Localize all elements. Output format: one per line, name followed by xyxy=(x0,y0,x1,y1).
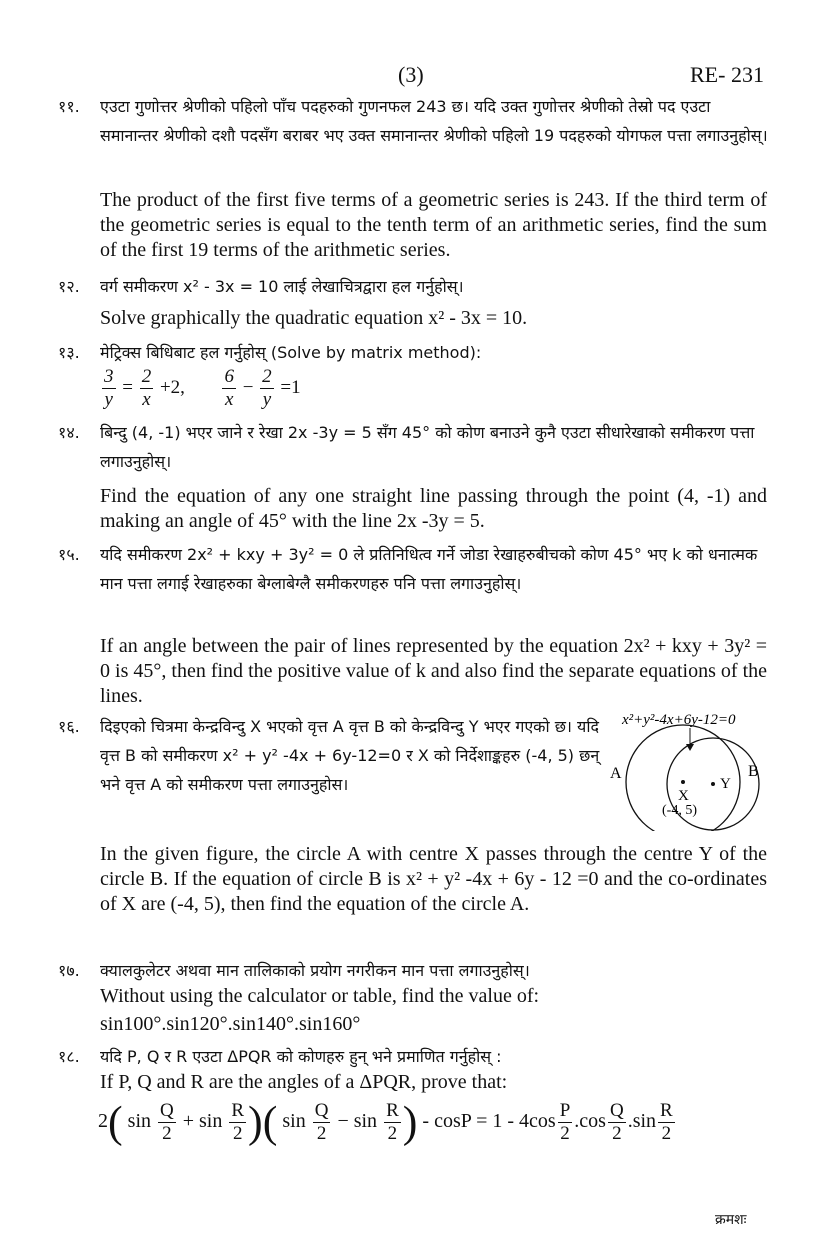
question-15-english: If an angle between the pair of lines represented by the equation 2x² + kxy + 3y² = 0 is 45°, then find the positive value of k and also find the separate equations of the lines. xyxy=(100,635,767,707)
fraction: $\frac{Q}{2}$ xyxy=(314,1100,329,1144)
trig-identity: 2( sin $\frac{Q}{2}$ + sin $\frac{R}{2}$ )( sin $\frac{Q}{2}$ − sin $\frac{R}{2}$ ) - cosP = 1 - 4cos $\frac{P}{2}$ .cos $\frac{Q}{2}$ .sin $\frac{R}{2}$ xyxy=(98,1097,673,1147)
fraction: $\frac{R}{2}$ xyxy=(231,1100,245,1144)
question-17-expression: sin100°.sin120°.sin140°.sin160° xyxy=(100,1013,361,1035)
label-b: B xyxy=(748,763,759,780)
question-18-english: If P, Q and R are the angles of a ΔPQR, prove that: xyxy=(100,1071,508,1093)
question-number: १६. xyxy=(58,717,80,736)
question-13-nepali: मेट्रिक्स बिधिबाट हल गर्नुहोस् (Solve by matrix method): xyxy=(100,343,482,362)
question-11-nepali: एउटा गुणोत्तर श्रेणीको पहिलो पाँच पदहरुको गुणनफल 243 छ। यदि उक्त गुणोत्तर श्रेणीको तेस्रो पद एउटा समानान्तर श्रेणीको दशौ पदसँग बराबर भए उक्त समानान्तर श्रेणीको पहिलो 19 पदहरुको योगफल पत्ता लगाउनुहोस्। xyxy=(100,97,768,145)
question-number: १५. xyxy=(58,545,80,564)
question-number: १४. xyxy=(58,423,80,442)
fraction: $\frac{Q}{2}$ xyxy=(160,1100,174,1144)
fraction: $\frac{R}{2}$ xyxy=(660,1100,673,1144)
question-number: १८. xyxy=(58,1047,80,1066)
fraction: $\frac{Q}{2}$ xyxy=(609,1100,624,1144)
fraction: $\frac{P}{2}$ xyxy=(559,1100,571,1144)
question-17-english: Without using the calculator or table, find the value of: xyxy=(100,985,540,1007)
circles-figure xyxy=(600,706,775,831)
question-16-english: In the given figure, the circle A with centre X passes through the centre Y of the circle B. If the equation of circle B is x² + y² -4x + 6y - 12 =0 and the co-ordinates of X are (-4, 5), then find the equation of the circle A. xyxy=(100,843,767,915)
question-12-english: Solve graphically the quadratic equation x² - 3x = 10. xyxy=(100,307,528,329)
matrix-equations: $\frac{3}{y}$ = $\frac{2}{x}$ +2, $\frac{6}{x}$ − $\frac{2}{y}$ =1 xyxy=(104,366,301,410)
arrow-head xyxy=(686,744,694,751)
question-16-nepali: दिइएको चित्रमा केन्द्रविन्दु X भएको वृत्त A वृत्त B को केन्द्रविन्दु Y भएर गएको छ। यदि वृत्त B को समीकरण x² + y² -4x + 6y-12=0 र X को निर्देशाङ्कहरु (-4, 5) छन् भने वृत्त A को समीकरण पत्ता लगाउनुहोस। xyxy=(100,717,600,794)
fraction: $\frac{2}{y}$ xyxy=(262,366,272,410)
label-a: A xyxy=(610,765,622,782)
x-coordinates: (-4, 5) xyxy=(662,803,697,818)
label-y: Y xyxy=(720,776,731,792)
question-12-nepali: वर्ग समीकरण x² - 3x = 10 लाई लेखाचित्रद्वारा हल गर्नुहोस्। xyxy=(100,277,464,296)
continued-note: क्रमशः xyxy=(715,1212,747,1228)
question-18-nepali: यदि P, Q र R एउटा ΔPQR को कोणहरु हुन् भने प्रमाणित गर्नुहोस् : xyxy=(100,1047,502,1066)
question-number: १३. xyxy=(58,343,80,362)
circle-b-equation: x²+y²-4x+6y-12=0 xyxy=(622,712,736,728)
centre-x-point xyxy=(681,780,685,784)
fraction: $\frac{R}{2}$ xyxy=(386,1100,399,1144)
page-number: (3) xyxy=(398,62,424,87)
paper-code: RE- 231 xyxy=(690,62,764,87)
question-15-nepali: यदि समीकरण 2x² + kxy + 3y² = 0 ले प्रतिनिधित्व गर्ने जोडा रेखाहरुबीचको कोण 45° भए k को धनात्मक मान पत्ता लगाई रेखाहरुका बेग्लाबेग्लै समीकरणहरु पनि पत्ता लगाउनुहोस्। xyxy=(100,545,758,593)
fraction: $\frac{6}{x}$ xyxy=(224,366,234,410)
question-11-english: The product of the first five terms of a geometric series is 243. If the third term of the geometric series is equal to the tenth term of an arithmetic series, find the sum of the first 19 terms of the arithmetic series. xyxy=(100,189,767,261)
fraction: $\frac{3}{y}$ xyxy=(104,366,114,410)
question-number: ११. xyxy=(58,97,80,116)
question-14-english: Find the equation of any one straight line passing through the point (4, -1) and making an angle of 45° with the line 2x -3y = 5. xyxy=(100,485,767,532)
label-x: X xyxy=(678,788,689,804)
question-number: १२. xyxy=(58,277,80,296)
question-number: १७. xyxy=(58,961,80,980)
centre-y-point xyxy=(711,782,715,786)
fraction: $\frac{2}{x}$ xyxy=(141,366,152,410)
question-14-nepali: बिन्दु (4, -1) भएर जाने र रेखा 2x -3y = 5 सँग 45° को कोण बनाउने कुनै एउटा सीधारेखाको समीकरण पत्ता लगाउनुहोस्। xyxy=(100,423,755,471)
question-17-nepali: क्यालकुलेटर अथवा मान तालिकाको प्रयोग नगरीकन मान पत्ता लगाउनुहोस्। xyxy=(100,961,530,980)
